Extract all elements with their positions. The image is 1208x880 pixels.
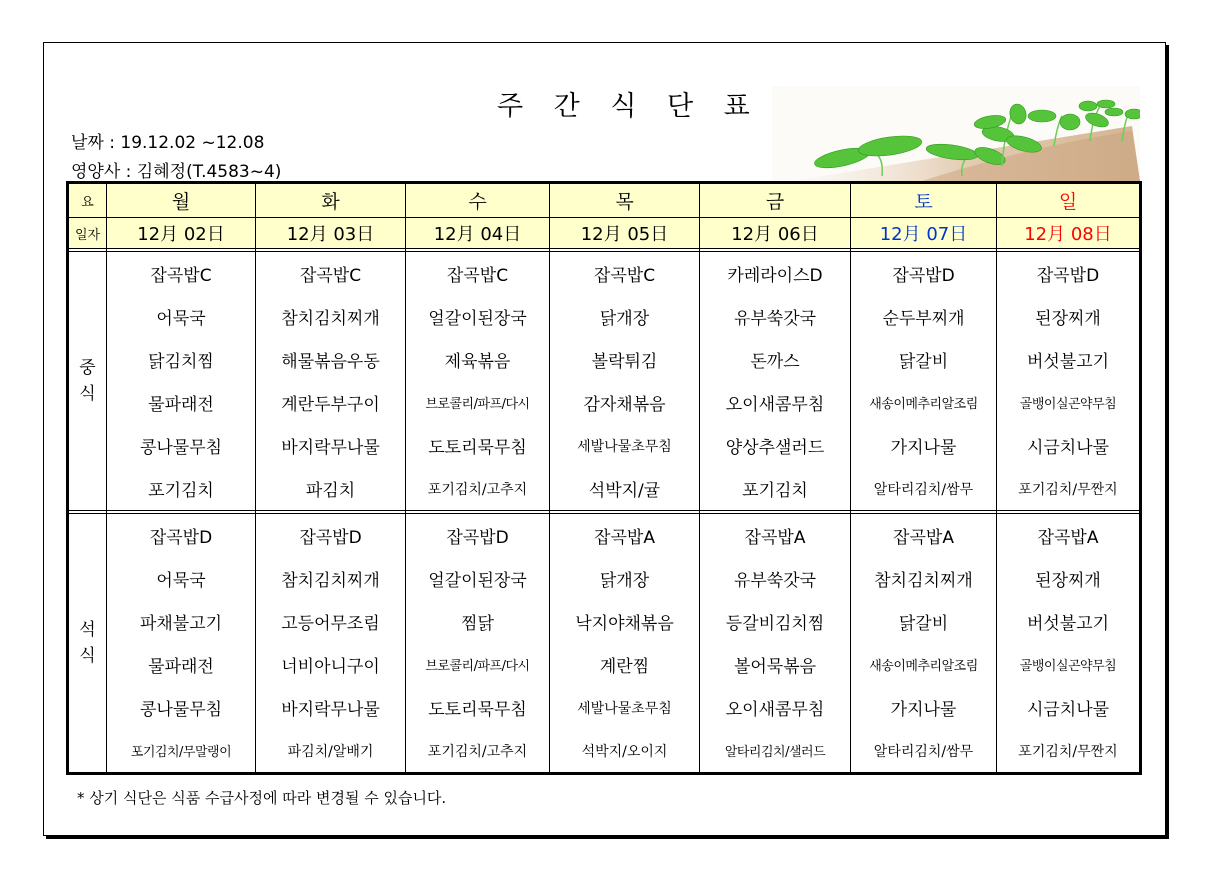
menu-cell: 포기김치/무짠지 (997, 729, 1141, 774)
date-sun: 12月 08日 (997, 218, 1141, 249)
menu-cell: 잡곡밥C (550, 252, 700, 296)
menu-cell: 오이새콤무침 (700, 381, 851, 424)
menu-cell: 새송이메추리알조림 (851, 381, 997, 424)
menu-cell: 파채불고기 (107, 600, 256, 643)
date-fri: 12月 06日 (700, 218, 851, 249)
dinner-row (68, 686, 1141, 729)
dinner-row (68, 514, 1141, 558)
footer-note: * 상기 식단은 식품 수급사정에 따라 변경될 수 있습니다. (77, 789, 447, 807)
menu-cell: 얼갈이된장국 (406, 295, 550, 338)
dow-mon: 월 (107, 183, 256, 218)
menu-cell: 계란두부구이 (256, 381, 406, 424)
menu-cell: 알타리김치/쌈무 (851, 467, 997, 511)
menu-cell: 골뱅이실곤약무침 (997, 381, 1141, 424)
dow-tue: 화 (256, 183, 406, 218)
date-label: 일자 (68, 218, 107, 249)
dietitian-info: 영양사 : 김혜정(T.4583~4) (71, 162, 282, 182)
menu-cell: 파김치/알배기 (256, 729, 406, 774)
menu-cell: 낙지야채볶음 (550, 600, 700, 643)
dinner-row (68, 600, 1141, 643)
menu-cell: 포기김치/고추지 (406, 467, 550, 511)
menu-cell: 참치김치찌개 (851, 557, 997, 600)
menu-cell: 참치김치찌개 (256, 295, 406, 338)
menu-cell: 양상추샐러드 (700, 424, 851, 467)
menu-cell: 고등어무조림 (256, 600, 406, 643)
menu-cell: 유부쑥갓국 (700, 557, 851, 600)
weekly-menu-table (66, 181, 1142, 775)
dinner-row (68, 557, 1141, 600)
menu-cell: 잡곡밥D (256, 514, 406, 558)
menu-cell: 시금치나물 (997, 686, 1141, 729)
menu-cell: 석박지/귤 (550, 467, 700, 511)
dinner-label (68, 514, 107, 774)
menu-cell: 잡곡밥A (550, 514, 700, 558)
dinner-row (68, 729, 1141, 774)
lunch-label-top: 중 (79, 358, 96, 378)
date-row (68, 218, 1141, 249)
menu-cell: 콩나물무침 (107, 686, 256, 729)
menu-cell: 알타리김치/쌈무 (851, 729, 997, 774)
menu-cell: 세발나물초무침 (550, 424, 700, 467)
lunch-row (68, 295, 1141, 338)
dow-thu: 목 (550, 183, 700, 218)
dow-fri: 금 (700, 183, 851, 218)
menu-cell: 가지나물 (851, 424, 997, 467)
menu-cell: 닭개장 (550, 557, 700, 600)
menu-cell: 가지나물 (851, 686, 997, 729)
menu-cell: 포기김치 (700, 467, 851, 511)
menu-cell: 파김치 (256, 467, 406, 511)
menu-cell: 알타리김치/샐러드 (700, 729, 851, 774)
dow-sat: 토 (851, 183, 997, 218)
menu-cell: 잡곡밥A (700, 514, 851, 558)
menu-cell: 버섯불고기 (997, 600, 1141, 643)
menu-cell: 브로콜리/파프/다시 (406, 381, 550, 424)
menu-cell: 브로콜리/파프/다시 (406, 643, 550, 686)
date-mon: 12月 02日 (107, 218, 256, 249)
dow-sun: 일 (997, 183, 1141, 218)
sprout-illustration-icon (772, 86, 1140, 181)
menu-cell: 계란찜 (550, 643, 700, 686)
menu-cell: 시금치나물 (997, 424, 1141, 467)
menu-cell: 어묵국 (107, 295, 256, 338)
menu-cell: 유부쑥갓국 (700, 295, 851, 338)
menu-cell: 포기김치/고추지 (406, 729, 550, 774)
menu-cell: 잡곡밥A (997, 514, 1141, 558)
menu-cell: 물파래전 (107, 381, 256, 424)
date-sat: 12月 07日 (851, 218, 997, 249)
menu-cell: 잡곡밥D (107, 514, 256, 558)
menu-cell: 볼어묵볶음 (700, 643, 851, 686)
menu-cell: 골뱅이실곤약무침 (997, 643, 1141, 686)
menu-cell: 감자채볶음 (550, 381, 700, 424)
lunch-row (68, 252, 1141, 296)
menu-cell: 바지락무나물 (256, 686, 406, 729)
menu-cell: 닭갈비 (851, 600, 997, 643)
menu-cell: 돈까스 (700, 338, 851, 381)
menu-cell: 카레라이스D (700, 252, 851, 296)
menu-cell: 잡곡밥A (851, 514, 997, 558)
dinner-row (68, 643, 1141, 686)
day-of-week-label: 요 (68, 183, 107, 218)
menu-cell: 찜닭 (406, 600, 550, 643)
menu-cell: 포기김치/무말랭이 (107, 729, 256, 774)
date-tue: 12月 03日 (256, 218, 406, 249)
lunch-label-bottom: 식 (79, 384, 96, 404)
menu-cell: 된장찌개 (997, 557, 1141, 600)
menu-cell: 잡곡밥C (256, 252, 406, 296)
menu-cell: 제육볶음 (406, 338, 550, 381)
menu-cell: 얼갈이된장국 (406, 557, 550, 600)
menu-cell: 잡곡밥D (997, 252, 1141, 296)
menu-cell: 잡곡밥C (107, 252, 256, 296)
lunch-row (68, 381, 1141, 424)
lunch-row (68, 424, 1141, 467)
menu-cell: 잡곡밥D (406, 514, 550, 558)
menu-cell: 석박지/오이지 (550, 729, 700, 774)
lunch-label (68, 252, 107, 511)
menu-cell: 포기김치 (107, 467, 256, 511)
menu-cell: 도토리묵무침 (406, 424, 550, 467)
menu-cell: 버섯불고기 (997, 338, 1141, 381)
menu-cell: 너비아니구이 (256, 643, 406, 686)
menu-cell: 닭갈비 (851, 338, 997, 381)
menu-cell: 해물볶음우동 (256, 338, 406, 381)
menu-cell: 참치김치찌개 (256, 557, 406, 600)
date-wed: 12月 04日 (406, 218, 550, 249)
day-of-week-row (68, 183, 1141, 218)
menu-cell: 된장찌개 (997, 295, 1141, 338)
menu-cell: 잡곡밥C (406, 252, 550, 296)
lunch-row (68, 467, 1141, 511)
date-range: 날짜 : 19.12.02 ~12.08 (71, 133, 265, 153)
menu-cell: 잡곡밥D (851, 252, 997, 296)
menu-cell: 바지락무나물 (256, 424, 406, 467)
menu-cell: 오이새콤무침 (700, 686, 851, 729)
menu-cell: 물파래전 (107, 643, 256, 686)
menu-cell: 볼락튀김 (550, 338, 700, 381)
dow-wed: 수 (406, 183, 550, 218)
menu-cell: 도토리묵무침 (406, 686, 550, 729)
dinner-label-top: 석 (79, 620, 96, 640)
menu-cell: 닭김치찜 (107, 338, 256, 381)
menu-cell: 어묵국 (107, 557, 256, 600)
menu-cell: 등갈비김치찜 (700, 600, 851, 643)
dinner-label-bottom: 식 (79, 646, 96, 666)
lunch-row (68, 338, 1141, 381)
menu-cell: 포기김치/무짠지 (997, 467, 1141, 511)
menu-cell: 닭개장 (550, 295, 700, 338)
menu-cell: 세발나물초무침 (550, 686, 700, 729)
menu-cell: 새송이메추리알조림 (851, 643, 997, 686)
menu-cell: 콩나물무침 (107, 424, 256, 467)
page-title: 주 간 식 단 표 (497, 91, 761, 122)
date-thu: 12月 05日 (550, 218, 700, 249)
menu-cell: 순두부찌개 (851, 295, 997, 338)
